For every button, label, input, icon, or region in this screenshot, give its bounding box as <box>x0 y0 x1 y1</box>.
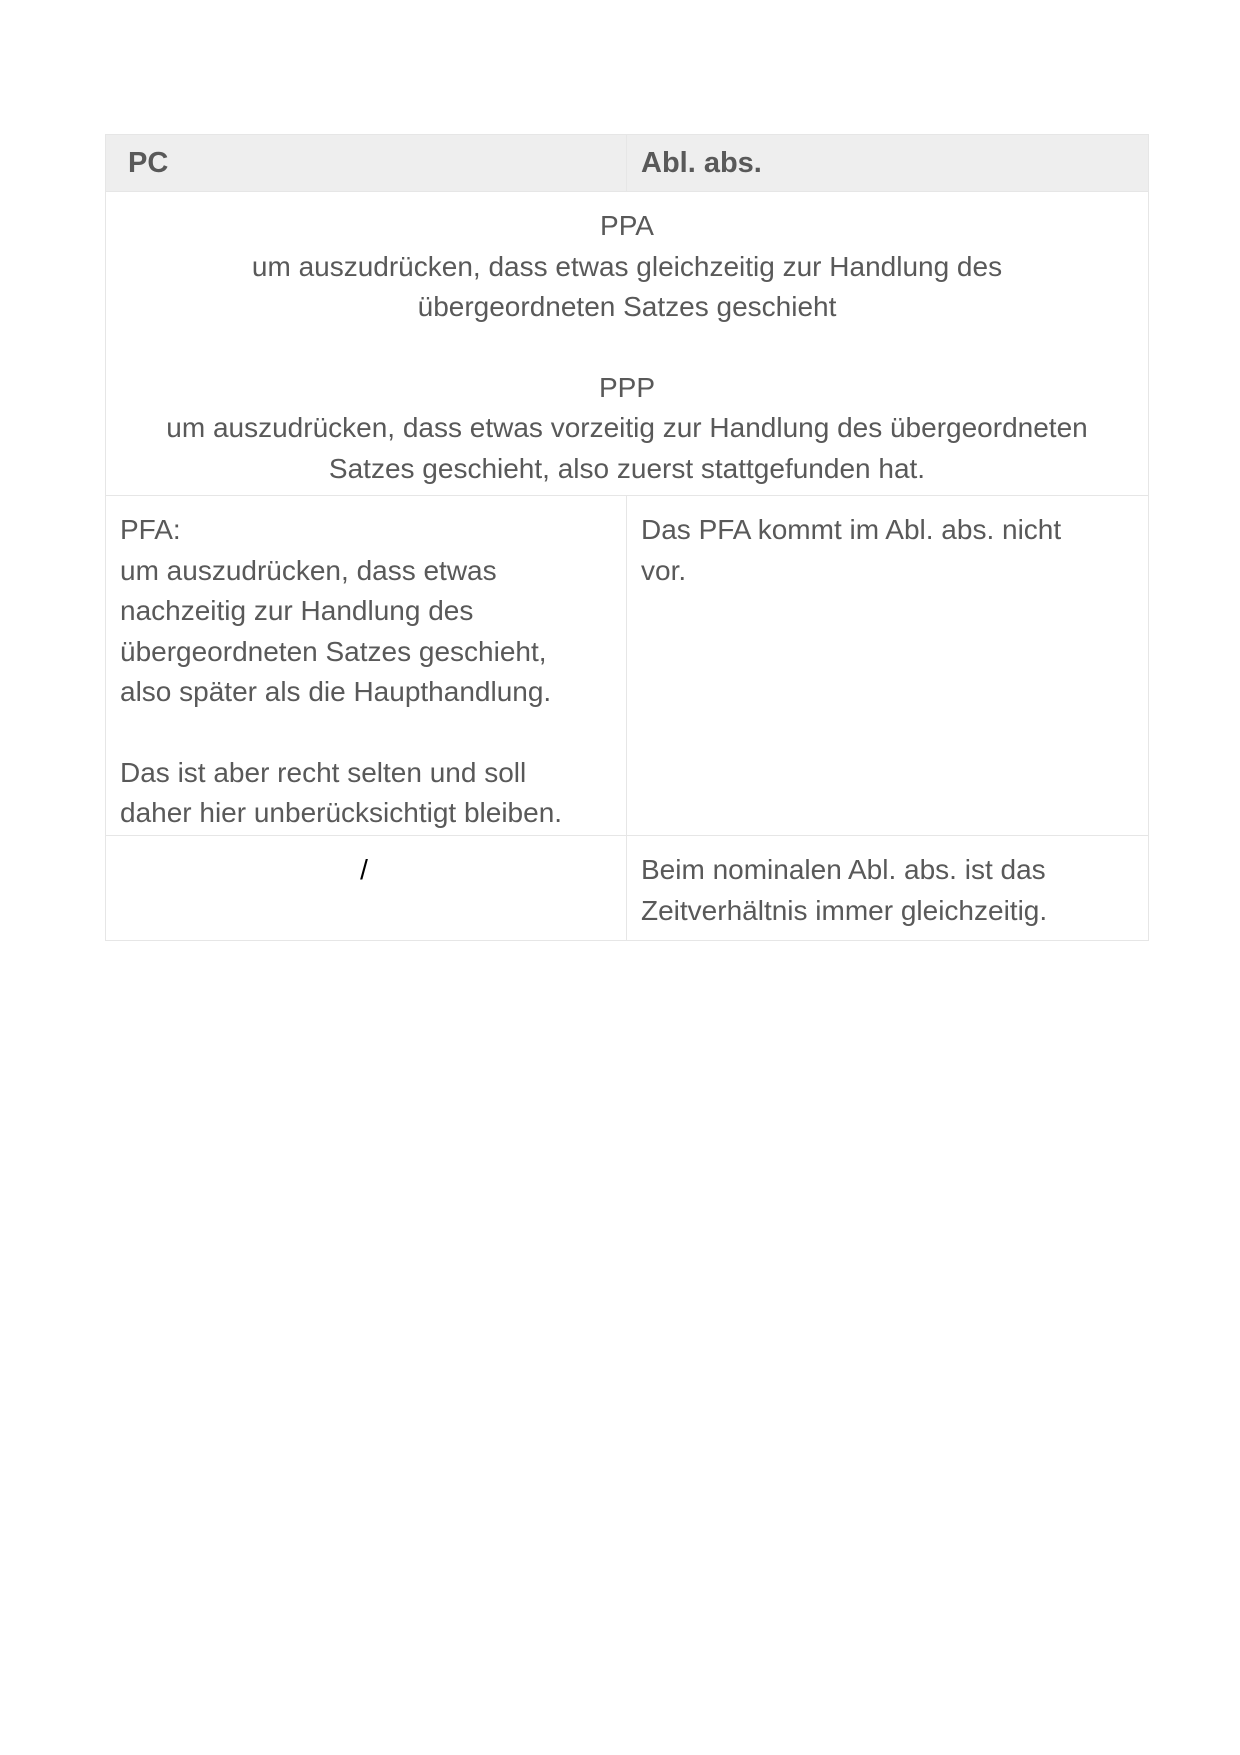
ppa-title: PPA <box>600 210 654 241</box>
nominal-line-2: Zeitverhältnis immer gleichzeitig. <box>641 894 1048 926</box>
nominal-line-1: Beim nominalen Abl. abs. ist das <box>641 854 1046 885</box>
comparison-table <box>105 134 1149 941</box>
pfa-note-line-2: daher hier unberücksichtigt bleiben. <box>120 797 563 828</box>
ppp-text-line-2: Satzes geschieht, also zuerst stattgefunden hat. <box>328 452 926 484</box>
pfa-line-4: übergeordneten Satzes geschieht, <box>120 635 547 667</box>
pfa-abl-line-2: vor. <box>641 554 687 586</box>
table-row-merged <box>106 192 1149 496</box>
paragraph-gap <box>116 328 1138 368</box>
merged-cell-ppa-ppp <box>106 192 1149 496</box>
table-header-row <box>106 135 1149 192</box>
table-row-nominal <box>106 836 1149 941</box>
pfa-line-3: nachzeitig zur Handlung des <box>120 595 474 626</box>
pfa-line-2: um auszudrücken, dass etwas <box>120 554 497 586</box>
paragraph-gap <box>120 713 616 753</box>
ppa-text-line-2: übergeordneten Satzes geschieht <box>417 291 837 322</box>
ppp-text-line-1: um auszudrücken, dass etwas vorzeitig zur Handlung des übergeordneten <box>166 412 1088 443</box>
pfa-abl-line-1: Das PFA kommt im Abl. abs. nicht <box>641 514 1062 545</box>
ppp-title: PPP <box>598 371 656 403</box>
slash-mark: / <box>360 854 368 885</box>
pfa-line-1: PFA: <box>120 514 181 545</box>
pfa-pc-cell <box>106 496 627 836</box>
ppa-text-line-1: um auszudrücken, dass etwas gleichzeitig zur Handlung des <box>251 250 1003 282</box>
nominal-abl-abs-cell <box>627 836 1149 941</box>
table-row-pfa <box>106 496 1149 836</box>
header-abl-abs: Abl. abs. <box>627 135 1149 192</box>
pfa-note-line-1: Das ist aber recht selten und soll <box>120 756 527 788</box>
nominal-pc-cell <box>106 836 627 941</box>
pfa-line-5: also später als die Haupthandlung. <box>120 676 552 707</box>
pfa-abl-abs-cell <box>627 496 1149 836</box>
header-pc: PC <box>106 135 627 192</box>
